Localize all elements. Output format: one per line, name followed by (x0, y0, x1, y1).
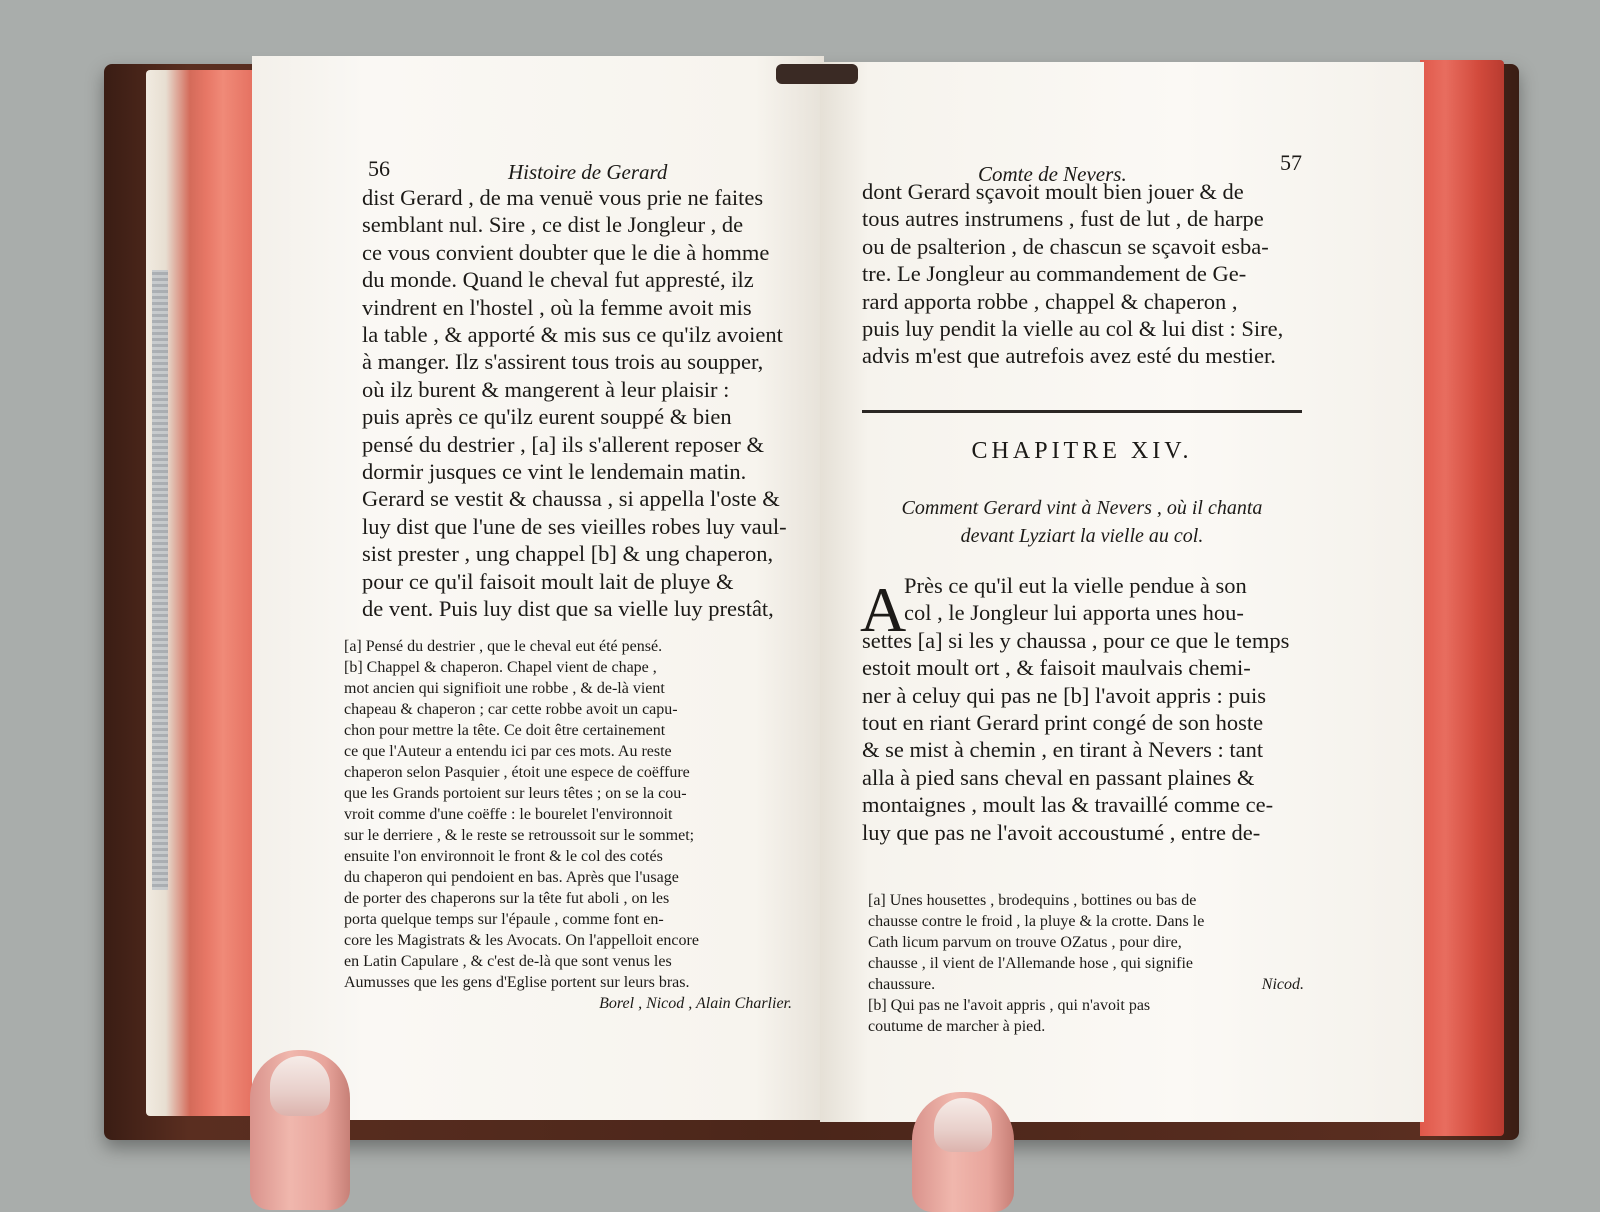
thumbnail (934, 1098, 992, 1152)
left-page (252, 56, 824, 1120)
right-thumb (912, 1092, 1014, 1212)
footnote-line: coutume de marcher à pied. (868, 1018, 1046, 1035)
footnote-line: que les Grands portoient sur leurs têtes ; on se la cou- (344, 785, 687, 802)
footnote-line: chapeau & chaperon ; car cette robbe avoit un capu- (344, 701, 678, 718)
thumbnail (270, 1056, 330, 1116)
text-line: vindrent en l'hostel , où la femme avoit mis (362, 294, 752, 320)
footnote-line: chaperon selon Pasquier , étoit une espece de coëffure (344, 764, 690, 781)
text-line: Près ce qu'il eut la vielle pendue à son (904, 573, 1247, 598)
chapter-body-text (862, 572, 1302, 846)
left-body-text (362, 184, 794, 623)
footnote-signature: Nicod. (1261, 976, 1304, 993)
left-page-edges (146, 70, 256, 1116)
text-line: luy que pas ne l'avoit accoustumé , entre de- (862, 819, 1261, 845)
footnote-line: ensuite l'on environnoit le front & le col des cotés (344, 848, 663, 865)
right-top-text (862, 178, 1302, 370)
footnote-line: core les Magistrats & les Avocats. On l'appelloit encore (344, 932, 699, 949)
footnote-text: chaussure. (868, 976, 936, 993)
footnote-line: de porter des chaperons sur la tête fut aboli , on les (344, 890, 670, 907)
text-line: col , le Jongleur lui apporta unes hou- (904, 600, 1244, 626)
text-line: montaignes , moult las & travaillé comme ce- (862, 792, 1274, 818)
left-running-head: Histoire de Gerard (508, 160, 668, 184)
text-line: settes [a] si les y chaussa , pour ce que le temps (862, 627, 1290, 653)
chapter-divider-rule (862, 410, 1302, 413)
footnote-line: [b] Qui pas ne l'avoit appris , qui n'avoit pas (868, 997, 1151, 1014)
text-line: Gerard se vestit & chaussa , si appella l'oste & (362, 486, 780, 512)
left-thumb (250, 1050, 350, 1210)
text-line: luy dist que l'une de ses vieilles robes luy vaul- (362, 513, 787, 539)
text-line: sist prester , ung chappel [b] & ung chaperon, (362, 541, 774, 567)
text-line: tous autres instrumens , fust de lut , de harpe (862, 206, 1264, 232)
text-line: tre. Le Jongleur au commandement de Ge- (862, 261, 1247, 287)
footnote-line: chausse contre le froid , la pluye & la crotte. Dans le (868, 913, 1205, 930)
text-line: la table , & apporté & mis sus ce qu'ilz avoient (362, 322, 783, 348)
footnote-line: porta quelque temps sur l'épaule , comme font en- (344, 911, 664, 928)
footnote-line: Cath licum parvum on trouve OZatus , pour dire, (868, 934, 1182, 951)
footnote-line: sur le derriere , & le reste se retroussoit sur le sommet; (344, 827, 695, 844)
footnote-line: [a] Unes housettes , brodequins , bottines ou bas de (868, 892, 1197, 909)
right-running-head: Comte de Nevers. (978, 162, 1127, 186)
footnote-line: Aumusses que les gens d'Eglise portent sur leurs bras. (344, 974, 690, 991)
chapter-subtitle (862, 494, 1302, 550)
footnote-line: [a] Pensé du destrier , que le cheval eut été pensé. (344, 638, 663, 655)
text-line: dont Gerard sçavoit moult bien jouer & de (862, 179, 1244, 204)
chapter-title: CHAPITRE XIV. (971, 438, 1193, 464)
left-footnotes (344, 636, 792, 1014)
text-line: ner à celuy qui pas ne [b] l'avoit appris : puis (862, 682, 1266, 708)
footnote-line: vroit comme d'une coëffe : le bourelet l'environnoit (344, 806, 673, 823)
text-line: à manger. Ilz s'assirent tous trois au soupper, (362, 349, 764, 375)
footnote-line: mot ancien qui signifioit une robbe , & de-là vient (344, 680, 665, 697)
subtitle-line: devant Lyziart la vielle au col. (960, 525, 1204, 547)
text-line: pensé du destrier , [a] ils s'allerent reposer & (362, 431, 765, 457)
drop-cap: A (860, 574, 907, 645)
footnote-line: [b] Chappel & chaperon. Chapel vient de chape , (344, 659, 657, 676)
text-line: où ilz burent & mangerent à leur plaisir : (362, 376, 730, 402)
text-line: tout en riant Gerard print congé de son hoste (862, 710, 1264, 736)
text-line: ou de psalterion , de chascun se sçavoit esba- (862, 233, 1269, 259)
right-page-edges (1420, 60, 1504, 1136)
text-line: dist Gerard , de ma venuë vous prie ne faites (362, 185, 764, 210)
text-line: puis luy pendit la vielle au col & lui dist : Sire, (862, 316, 1284, 342)
left-page-number: 56 (368, 156, 390, 181)
right-footnotes (868, 890, 1304, 1037)
footnote-line: chon pour mettre la tête. Ce doit être certainement (344, 722, 666, 739)
text-line: pour ce qu'il faisoit moult lait de pluye & (362, 568, 734, 594)
footnote-line: ce que l'Auteur a entendu ici par ces mots. Au reste (344, 743, 672, 760)
footnote-line: du chaperon qui pendoient en bas. Après que l'usage (344, 869, 679, 886)
text-line: alla à pied sans cheval en passant plaines & (862, 764, 1255, 790)
footnote-signature: Borel , Nicod , Alain Charlier. (599, 995, 792, 1012)
footnote-line: chausse , il vient de l'Allemande hose , qui signifie (868, 955, 1194, 972)
text-line: puis après ce qu'ilz eurent souppé & bien (362, 404, 732, 430)
footnote-line: en Latin Capulare , & c'est de-là que sont venus les (344, 953, 672, 970)
text-line: du monde. Quand le cheval fut appresté, ilz (362, 267, 754, 293)
text-line: semblant nul. Sire , ce dist le Jongleur , de (362, 212, 744, 238)
right-page (820, 62, 1424, 1122)
text-line: estoit moult ort , & faisoit maulvais chemi- (862, 655, 1251, 681)
text-line: dormir jusques ce vint le lendemain matin. (362, 459, 747, 485)
right-page-number: 57 (1280, 150, 1302, 175)
subtitle-line: Comment Gerard vint à Nevers , où il chanta (901, 497, 1263, 519)
text-line: rard apporta robbe , chappel & chaperon , (862, 288, 1238, 314)
text-line: ce vous convient doubter que le die à homme (362, 239, 770, 265)
text-line: & se mist à chemin , en tirant à Nevers : tant (862, 737, 1264, 763)
spine-strap (776, 64, 858, 84)
text-line: de vent. Puis luy dist que sa vielle luy prestât, (362, 596, 774, 622)
footnote-line-with-signature (868, 974, 1304, 995)
text-line: advis m'est que autrefois avez esté du mestier. (862, 343, 1276, 369)
